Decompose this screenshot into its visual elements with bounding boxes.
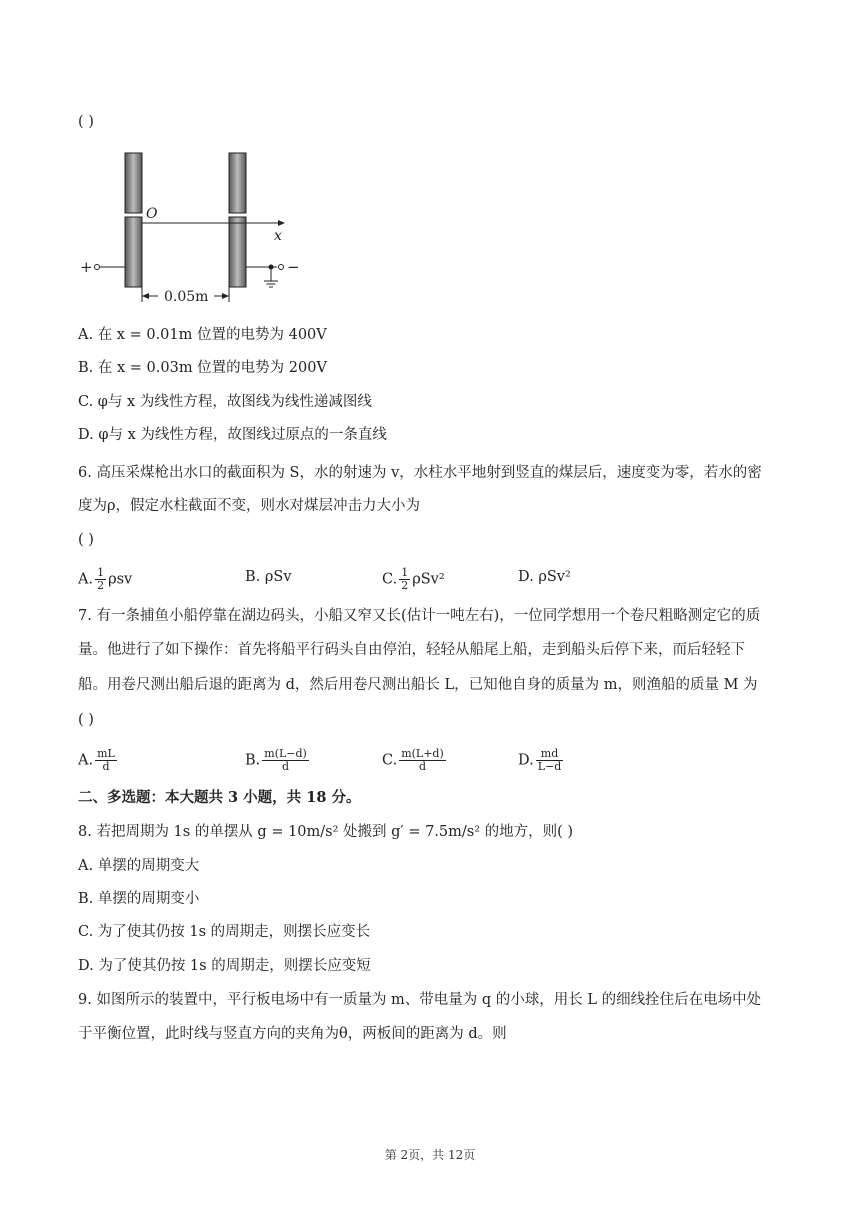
- q8-option-c: C. 为了使其仍按 1s 的周期走，则摆长应变长: [78, 924, 371, 940]
- right-plate: [229, 153, 246, 287]
- q6-option-d: D. ρSv²: [518, 569, 571, 585]
- left-plate: [125, 153, 142, 287]
- q5-option-c: C. φ与 x 为线性方程，故图线为线性递减图线: [78, 394, 372, 410]
- q7-answer-paren: ( ): [78, 712, 94, 728]
- q5-option-b: B. 在 x = 0.03m 位置的电势为 200V: [78, 360, 327, 376]
- q5-option-d: D. φ与 x 为线性方程，故图线过原点的一条直线: [78, 427, 387, 443]
- gap-label: 0.05m: [164, 289, 209, 305]
- q7-option-a: A. $\frac{mL}{d}$: [78, 747, 115, 773]
- q6-stem-line1: 6. 高压采煤枪出水口的截面积为 S，水的射速为 v，水柱水平地射到竖直的煤层后，速度变为零，若水的密: [78, 465, 762, 481]
- axis-label: x: [274, 228, 282, 244]
- q8-stem: 8. 若把周期为 1s 的单摆从 g = 10m/s² 处搬到 g′ = 7.5m/s² 的地方，则( ): [78, 824, 574, 840]
- q8-option-b: B. 单摆的周期变小: [78, 891, 200, 907]
- q7-option-c: C. $\frac{m(L+d)}{d}$: [382, 747, 444, 773]
- plus-label: +: [80, 258, 93, 276]
- q8-option-d: D. 为了使其仍按 1s 的周期走，则摆长应变短: [78, 958, 371, 974]
- x-axis: [142, 220, 285, 226]
- origin-label: O: [146, 206, 158, 222]
- q7-stem-line1: 7. 有一条捕鱼小船停靠在湖边码头，小船又窄又长(估计一吨左右)，一位同学想用一个卷尺粗略测定它的质: [78, 608, 761, 624]
- ground-icon: [264, 267, 278, 287]
- q6-option-b: B. ρSv: [245, 569, 292, 585]
- q9-stem-line2: 于平衡位置，此时线与竖直方向的夹角为θ，两板间的距离为 d。则: [78, 1026, 507, 1042]
- q6-option-a: A. $\frac{1}{2}$ ρsv: [78, 566, 133, 592]
- q7-stem-line3: 船。用卷尺测出船后退的距离为 d，然后用卷尺测出船长 L，已知他自身的质量为 m，则渔船的质量 M 为: [78, 677, 758, 693]
- section-heading-multi-choice: 二、多选题：本大题共 3 小题，共 18 分。: [78, 789, 361, 806]
- q5-answer-paren: ( ): [78, 114, 94, 130]
- q7-option-b: B. $\frac{m(L-d)}{d}$: [245, 747, 307, 773]
- capacitor-figure: [78, 148, 298, 308]
- q5-option-a: A. 在 x = 0.01m 位置的电势为 400V: [78, 327, 327, 343]
- q9-stem-line1: 9. 如图所示的装置中，平行板电场中有一质量为 m、带电量为 q 的小球，用长 L 的细线拴住后在电场中处: [78, 992, 762, 1008]
- q6-option-c: C. $\frac{1}{2}$ ρSv²: [382, 566, 445, 592]
- q6-answer-paren: ( ): [78, 532, 94, 548]
- q7-option-d: D. $\frac{md}{L-d}$: [518, 747, 562, 773]
- q7-stem-line2: 量。他进行了如下操作：首先将船平行码头自由停泊，轻轻从船尾上船，走到船头后停下来，而后轻轻下: [78, 642, 745, 658]
- right-terminal: [246, 265, 284, 270]
- q8-option-a: A. 单摆的周期变大: [78, 858, 200, 874]
- left-terminal: [95, 265, 126, 270]
- minus-label: −: [287, 258, 300, 276]
- page-footer: 第 2页，共 12页: [384, 1148, 476, 1162]
- q6-stem-line2: 度为ρ，假定水柱截面不变，则水对煤层冲击力大小为: [78, 498, 421, 514]
